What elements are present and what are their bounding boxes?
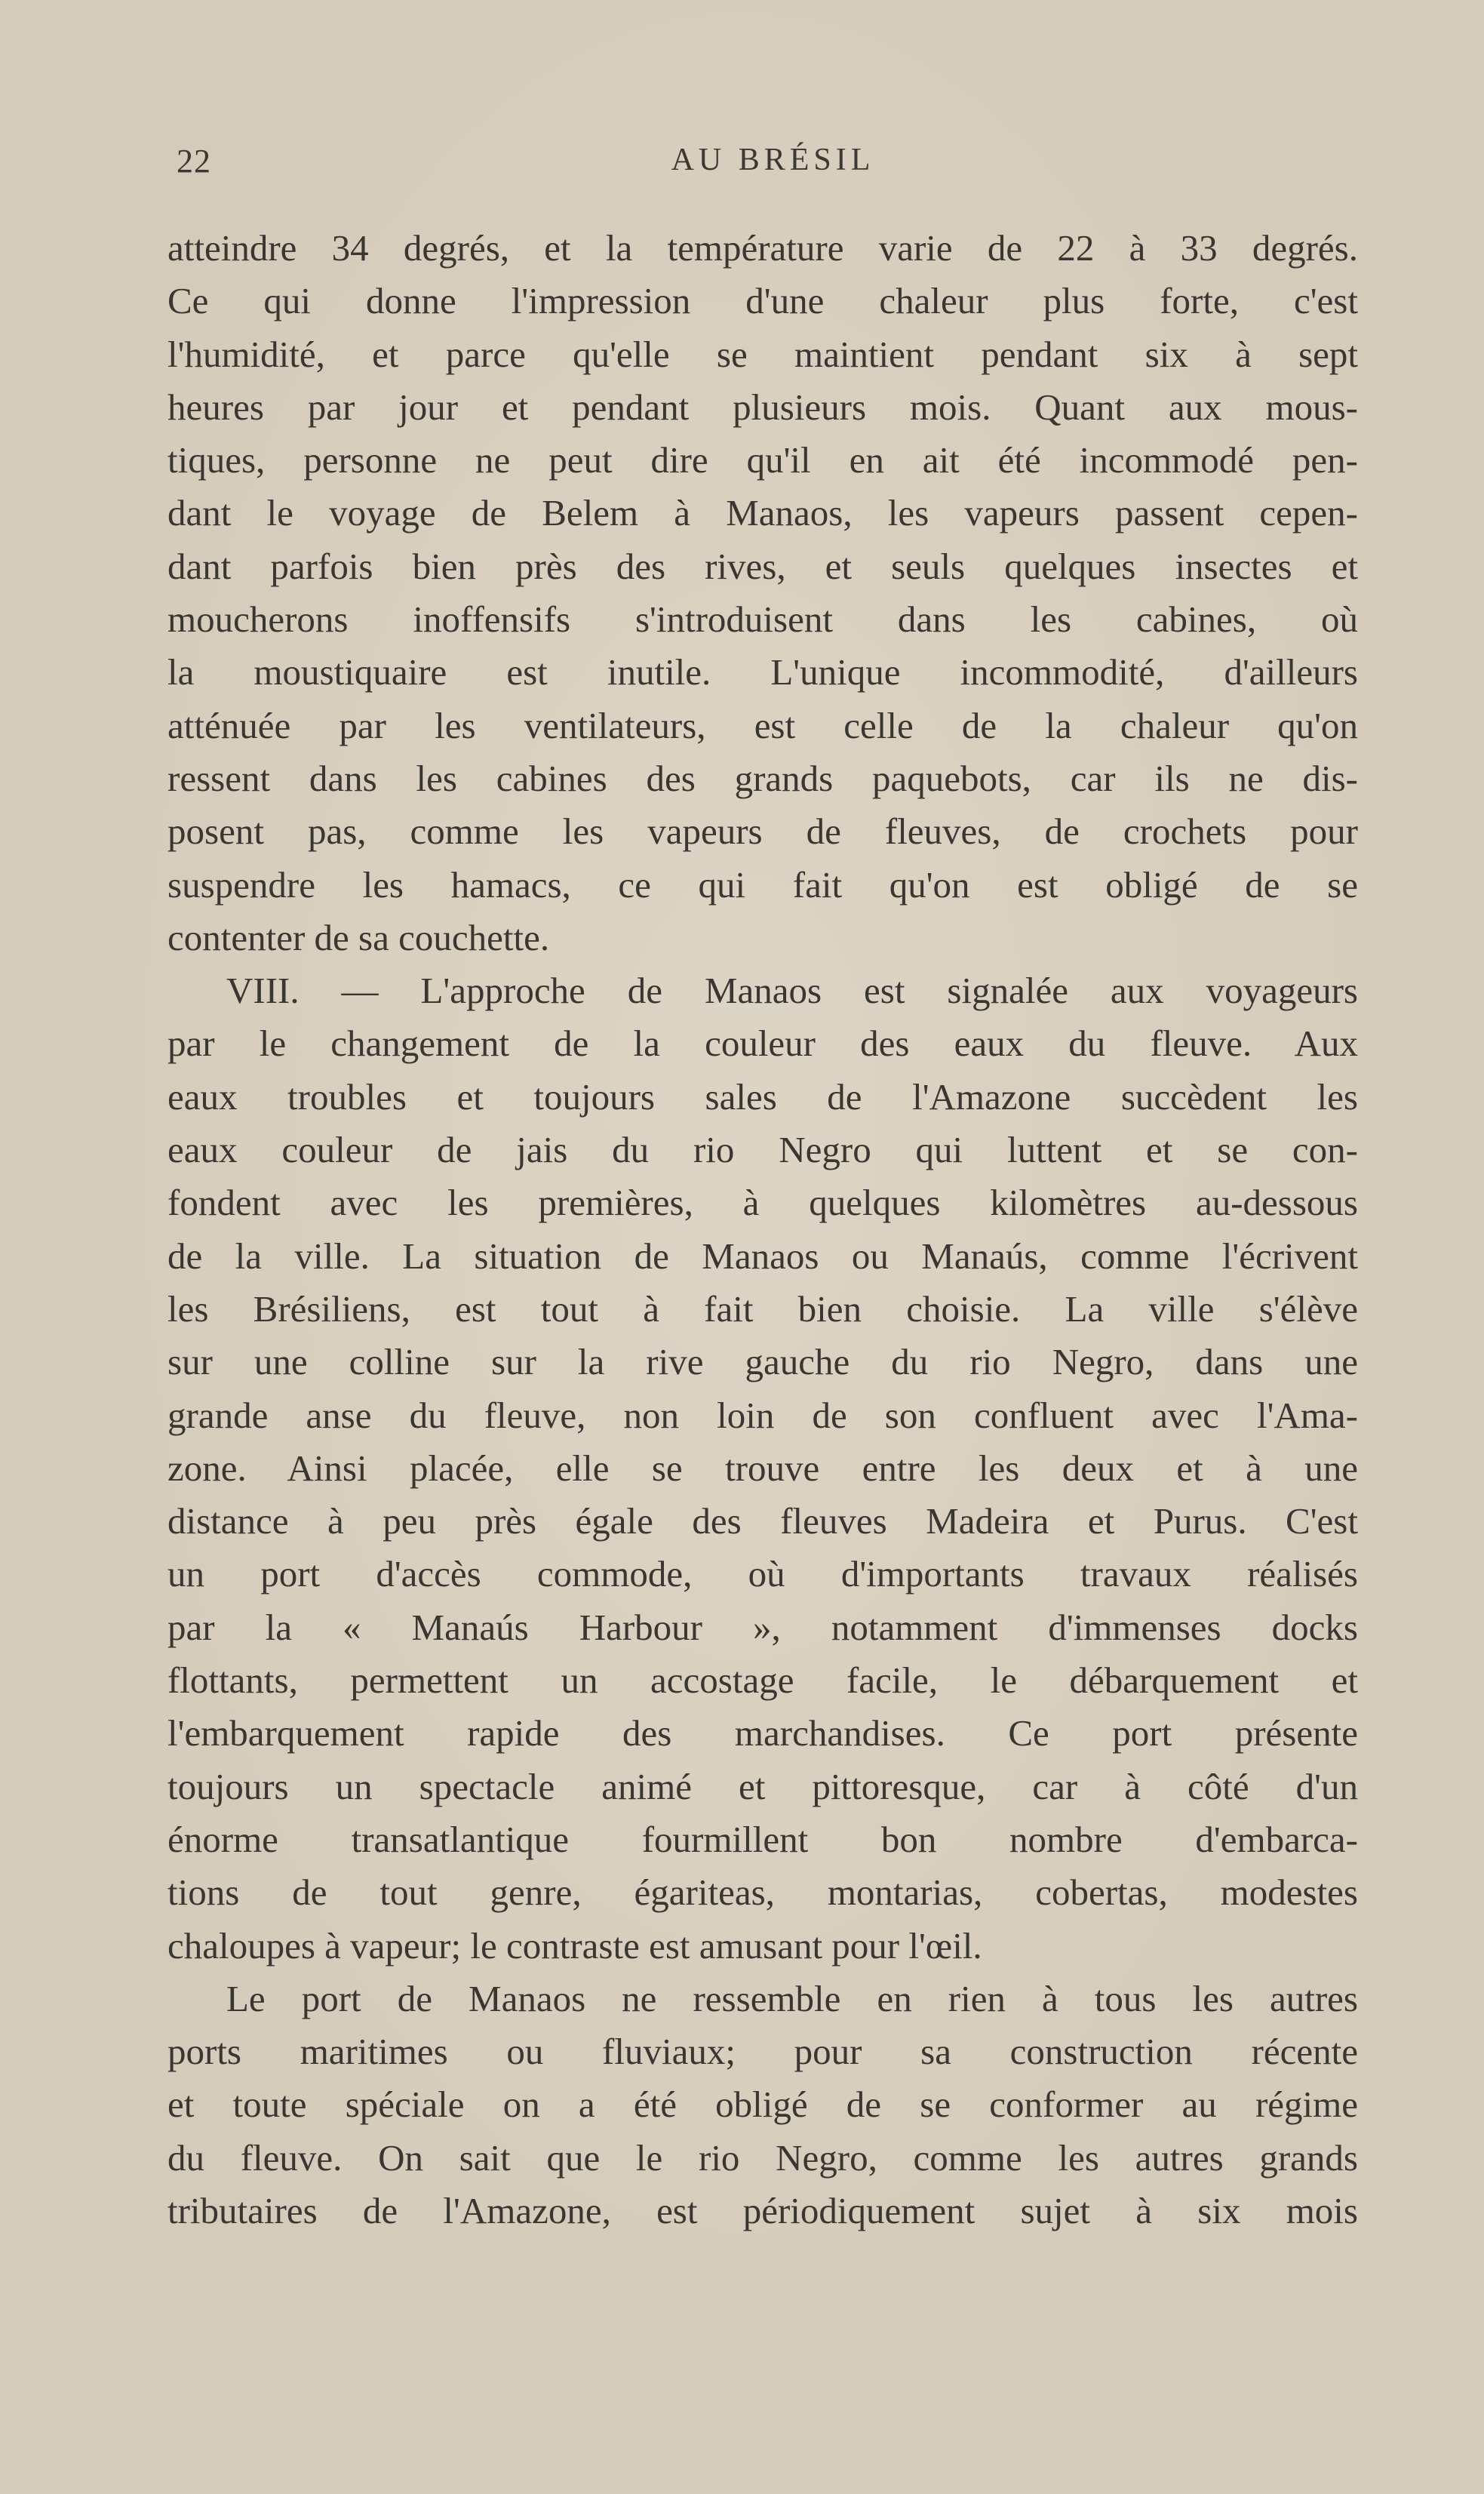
- text-line: de la ville. La situation de Manaos ou Manaús, comme l'écrivent: [167, 1235, 1358, 1277]
- text-line: VIII. — L'approche de Manaos est signalée aux voyageurs: [226, 970, 1358, 1012]
- text-line: Le port de Manaos ne ressemble en rien à tous les autres: [226, 1977, 1358, 2019]
- text-line: par le changement de la couleur des eaux du fleuve. Aux: [167, 1023, 1358, 1065]
- text-line: ressent dans les cabines des grands paquebots, car ils ne dis-: [167, 757, 1358, 799]
- text-line: tributaires de l'Amazone, est périodiquement sujet à six mois: [167, 2189, 1358, 2231]
- text-line: suspendre les hamacs, ce qui fait qu'on est obligé de se: [167, 863, 1358, 906]
- text-line: énorme transatlantique fourmillent bon nombre d'embarca-: [167, 1818, 1358, 1860]
- text-line: toujours un spectacle animé et pittoresque, car à côté d'un: [167, 1765, 1358, 1807]
- text-line: ports maritimes ou fluviaux; pour sa construction récente: [167, 2031, 1358, 2073]
- text-line: la moustiquaire est inutile. L'unique incommodité, d'ailleurs: [167, 651, 1358, 693]
- text-line: contenter de sa couchette.: [167, 916, 550, 958]
- text-line: et toute spéciale on a été obligé de se conformer au régime: [167, 2083, 1358, 2126]
- text-line: dant parfois bien près des rives, et seuls quelques insectes et: [167, 545, 1358, 587]
- text-line: du fleuve. On sait que le rio Negro, comme les autres grands: [167, 2136, 1358, 2179]
- text-line: posent pas, comme les vapeurs de fleuves, de crochets pour: [167, 810, 1358, 853]
- text-line: l'embarquement rapide des marchandises. Ce port présente: [167, 1712, 1358, 1754]
- text-line: tions de tout genre, égariteas, montarias, cobertas, modestes: [167, 1871, 1358, 1914]
- text-line: heures par jour et pendant plusieurs mois. Quant aux mous-: [167, 386, 1358, 428]
- text-line: eaux couleur de jais du rio Negro qui luttent et se con-: [167, 1129, 1358, 1171]
- text-line: eaux troubles et toujours sales de l'Amazone succèdent les: [167, 1075, 1358, 1118]
- text-line: distance à peu près égale des fleuves Madeira et Purus. C'est: [167, 1500, 1358, 1542]
- text-line: atteindre 34 degrés, et la température varie de 22 à 33 degrés.: [167, 227, 1358, 269]
- text-line: l'humidité, et parce qu'elle se maintient pendant six à sept: [167, 333, 1358, 375]
- text-line: flottants, permettent un accostage facile, le débarquement et: [167, 1659, 1358, 1702]
- text-line: grande anse du fleuve, non loin de son confluent avec l'Ama-: [167, 1394, 1358, 1436]
- text-line: atténuée par les ventilateurs, est celle de la chaleur qu'on: [167, 704, 1358, 746]
- text-line: Ce qui donne l'impression d'une chaleur plus forte, c'est: [167, 280, 1358, 322]
- paragraph-1: [167, 222, 1358, 964]
- running-head: [167, 142, 1356, 187]
- text-line: par la « Manaús Harbour », notamment d'immenses docks: [167, 1606, 1358, 1648]
- text-line: un port d'accès commode, où d'importants travaux réalisés: [167, 1553, 1358, 1595]
- text-line: moucherons inoffensifs s'introduisent dans les cabines, où: [167, 598, 1358, 641]
- running-title: AU BRÉSIL: [671, 143, 875, 177]
- text-line: chaloupes à vapeur; le contraste est amusant pour l'œil.: [167, 1924, 982, 1967]
- text-line: sur une colline sur la rive gauche du rio Negro, dans une: [167, 1341, 1358, 1383]
- page-number: 22: [177, 143, 211, 180]
- body-text: [167, 222, 1358, 2237]
- text-line: zone. Ainsi placée, elle se trouve entre les deux et à une: [167, 1447, 1358, 1489]
- text-line: fondent avec les premières, à quelques kilomètres au-dessous: [167, 1182, 1358, 1224]
- paragraph-3: [167, 1973, 1358, 2237]
- text-line: tiques, personne ne peut dire qu'il en ait été incommodé pen-: [167, 439, 1358, 481]
- text-line: les Brésiliens, est tout à fait bien choisie. La ville s'élève: [167, 1287, 1358, 1330]
- text-line: dant le voyage de Belem à Manaos, les vapeurs passent cepen-: [167, 492, 1358, 534]
- paragraph-2: [167, 964, 1358, 1973]
